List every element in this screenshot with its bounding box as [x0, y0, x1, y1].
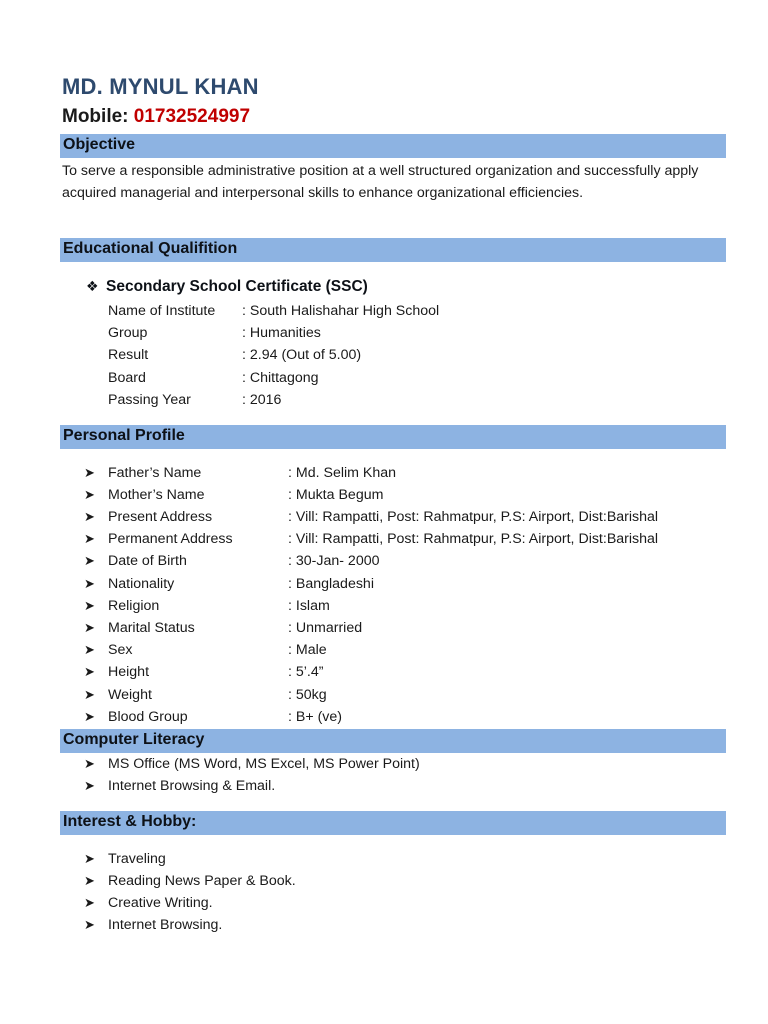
objective-text: To serve a responsible administrative position at a well structured organization and successfully apply acquired managerial and interpersonal skills to enhance organizational efficiencies. [62, 163, 699, 201]
row-label: Height [108, 664, 150, 680]
arrow-bullet-icon: ➤ [84, 664, 95, 679]
list-item-text: Creative Writing. [108, 895, 213, 911]
section-title: Educational Qualifition [63, 240, 238, 257]
arrow-bullet-icon: ➤ [84, 620, 95, 635]
row-value: : Vill: Rampatti, Post: Rahmatpur, P.S: Airport, Dist:Barishal [288, 531, 659, 547]
candidate-name: MD. MYNUL KHAN [62, 74, 259, 99]
arrow-bullet-icon: ➤ [84, 851, 95, 866]
row-label: Sex [108, 642, 133, 658]
arrow-bullet-icon: ➤ [84, 917, 95, 932]
arrow-bullet-icon: ➤ [84, 642, 95, 657]
row-value: : Islam [288, 598, 330, 614]
row-label: Present Address [108, 509, 213, 525]
arrow-bullet-icon: ➤ [84, 778, 95, 793]
arrow-bullet-icon: ➤ [84, 487, 95, 502]
row-value: : Vill: Rampatti, Post: Rahmatpur, P.S: Airport, Dist:Barishal [288, 509, 659, 525]
section-title: Computer Literacy [63, 731, 205, 748]
arrow-bullet-icon: ➤ [84, 873, 95, 888]
row-value: : 2.94 (Out of 5.00) [242, 347, 362, 363]
row-value: : 30-Jan- 2000 [288, 553, 380, 569]
row-value: : Humanities [242, 325, 321, 341]
row-value: : 5’.4” [288, 664, 324, 680]
section-header-interest-hobby [60, 811, 726, 835]
arrow-bullet-icon: ➤ [84, 598, 95, 613]
arrow-bullet-icon: ➤ [84, 756, 95, 771]
section-title: Interest & Hobby: [63, 813, 197, 830]
row-value: : Bangladeshi [288, 576, 374, 592]
row-label: Marital Status [108, 620, 195, 636]
arrow-bullet-icon: ➤ [84, 509, 95, 524]
row-value: : Male [288, 642, 327, 658]
arrow-bullet-icon: ➤ [84, 531, 95, 546]
arrow-bullet-icon: ➤ [84, 576, 95, 591]
row-label: Group [108, 325, 148, 341]
row-value: : Mukta Begum [288, 487, 384, 503]
arrow-bullet-icon: ➤ [84, 895, 95, 910]
row-value: : 50kg [288, 687, 327, 703]
row-label: Mother’s Name [108, 487, 205, 503]
row-label: Result [108, 347, 149, 363]
section-header-computer-literacy [60, 729, 726, 753]
arrow-bullet-icon: ➤ [84, 709, 95, 724]
row-label: Religion [108, 598, 160, 614]
row-label: Permanent Address [108, 531, 233, 547]
row-value: : Unmarried [288, 620, 363, 636]
mobile-number: 01732524997 [133, 106, 251, 127]
arrow-bullet-icon: ➤ [84, 553, 95, 568]
diamond-bullet-icon: ❖ [86, 278, 99, 294]
row-label: Nationality [108, 576, 175, 592]
section-title: Personal Profile [63, 427, 185, 444]
row-label: Date of Birth [108, 553, 187, 569]
section-header-objective [60, 134, 726, 158]
mobile-line [62, 106, 250, 128]
mobile-label: Mobile: [62, 106, 134, 127]
arrow-bullet-icon: ➤ [84, 465, 95, 480]
row-label: Father’s Name [108, 465, 202, 481]
list-item-text: Traveling [108, 851, 166, 867]
row-value: : Md. Selim Khan [288, 465, 397, 481]
list-item-text: Internet Browsing & Email. [108, 778, 276, 794]
row-value: : South Halishahar High School [242, 303, 440, 319]
arrow-bullet-icon: ➤ [84, 687, 95, 702]
row-label: Passing Year [108, 392, 191, 408]
row-value: : Chittagong [242, 370, 319, 386]
section-header-personal-profile [60, 425, 726, 449]
row-label: Weight [108, 687, 152, 703]
row-label: Board [108, 370, 146, 386]
certificate-name: Secondary School Certificate (SSC) [106, 278, 368, 295]
section-header-education [60, 238, 726, 262]
certificate-title [86, 278, 368, 296]
row-label: Name of Institute [108, 303, 216, 319]
row-value: : B+ (ve) [288, 709, 343, 725]
row-label: Blood Group [108, 709, 188, 725]
section-title: Objective [63, 136, 136, 153]
list-item-text: Internet Browsing. [108, 917, 223, 933]
row-value: : 2016 [242, 392, 282, 408]
list-item-text: MS Office (MS Word, MS Excel, MS Power Point) [108, 756, 420, 772]
list-item-text: Reading News Paper & Book. [108, 873, 296, 889]
